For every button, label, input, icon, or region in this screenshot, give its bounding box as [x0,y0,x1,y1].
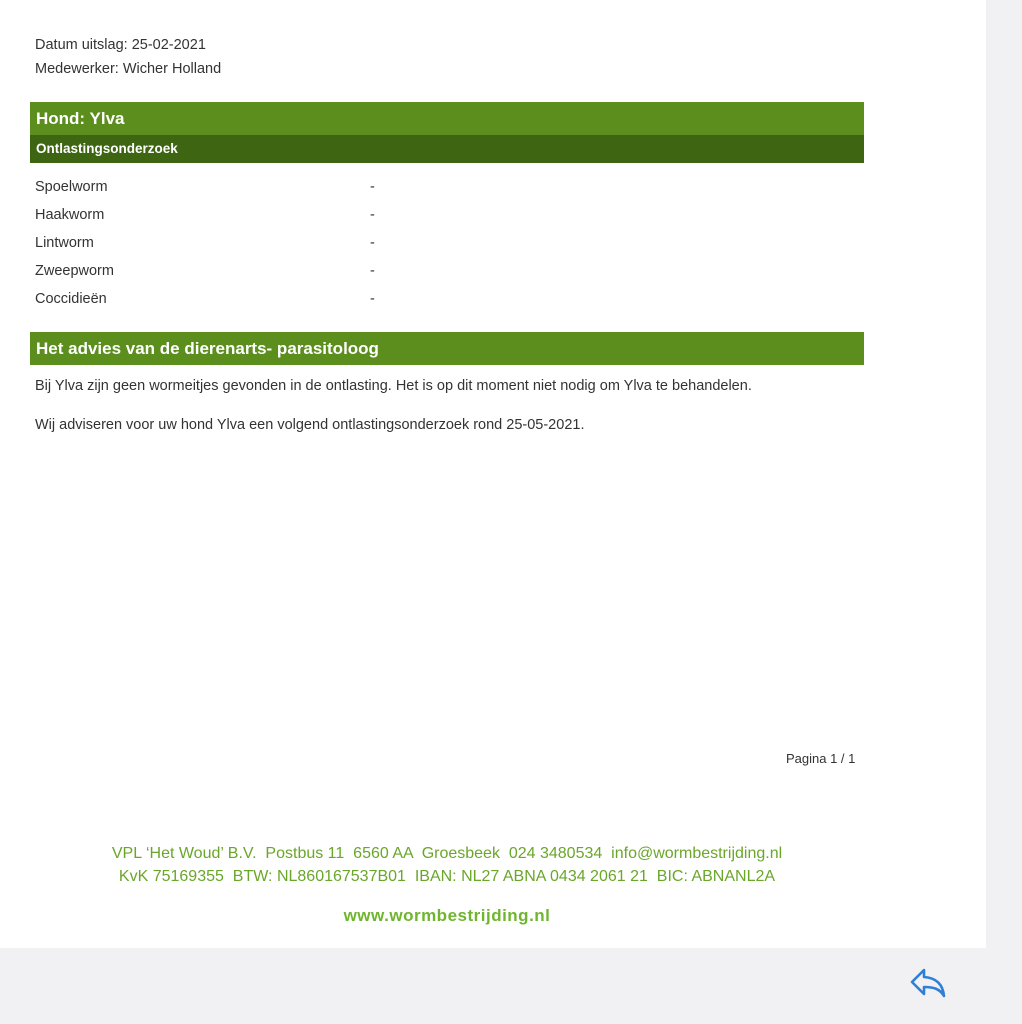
reply-icon [906,962,952,1006]
reply-button[interactable] [906,962,952,1006]
result-name: Zweepworm [35,263,114,279]
section-header: Ontlastingsonderzoek [30,135,864,163]
result-name: Coccidieën [35,291,107,307]
viewer-toolbar [0,948,986,1024]
advice-paragraph: Bij Ylva zijn geen wormeitjes gevonden in de ontlasting. Het is op dit moment niet nodig om Ylva te behandelen. [35,378,752,394]
footer-website[interactable]: www.wormbestrijding.nl [343,906,551,925]
result-row [35,285,635,313]
result-name: Spoelworm [35,179,108,195]
report-date: Datum uitslag: 25-02-2021 [35,37,206,53]
result-name: Haakworm [35,207,105,223]
footer-registration-line: KvK 75169355 BTW: NL860167537B01 IBAN: NL27 ABNA 0434 2061 21 BIC: ABNANL2A [118,868,776,885]
result-value: - [370,235,375,251]
result-value: - [370,207,375,223]
result-row [35,173,635,201]
dog-header: Hond: Ylva [30,102,864,135]
result-row [35,201,635,229]
page-number: Pagina 1 / 1 [786,751,856,766]
report-meta [35,33,221,81]
result-row [35,257,635,285]
result-value: - [370,291,375,307]
result-row [35,229,635,257]
viewer-side-strip [986,0,1022,1024]
result-value: - [370,179,375,195]
results-list [35,173,635,313]
advice-paragraph: Wij adviseren voor uw hond Ylva een volgend ontlastingsonderzoek rond 25-05-2021. [35,417,585,433]
footer-company-line: VPL ‘Het Woud’ B.V. Postbus 11 6560 AA Groesbeek 024 3480534 info@wormbestrijding.nl [111,845,783,862]
result-value: - [370,263,375,279]
result-name: Lintworm [35,235,94,251]
advice-header: Het advies van de dierenarts- parasitoloog [30,332,864,365]
report-employee: Medewerker: Wicher Holland [35,61,222,77]
